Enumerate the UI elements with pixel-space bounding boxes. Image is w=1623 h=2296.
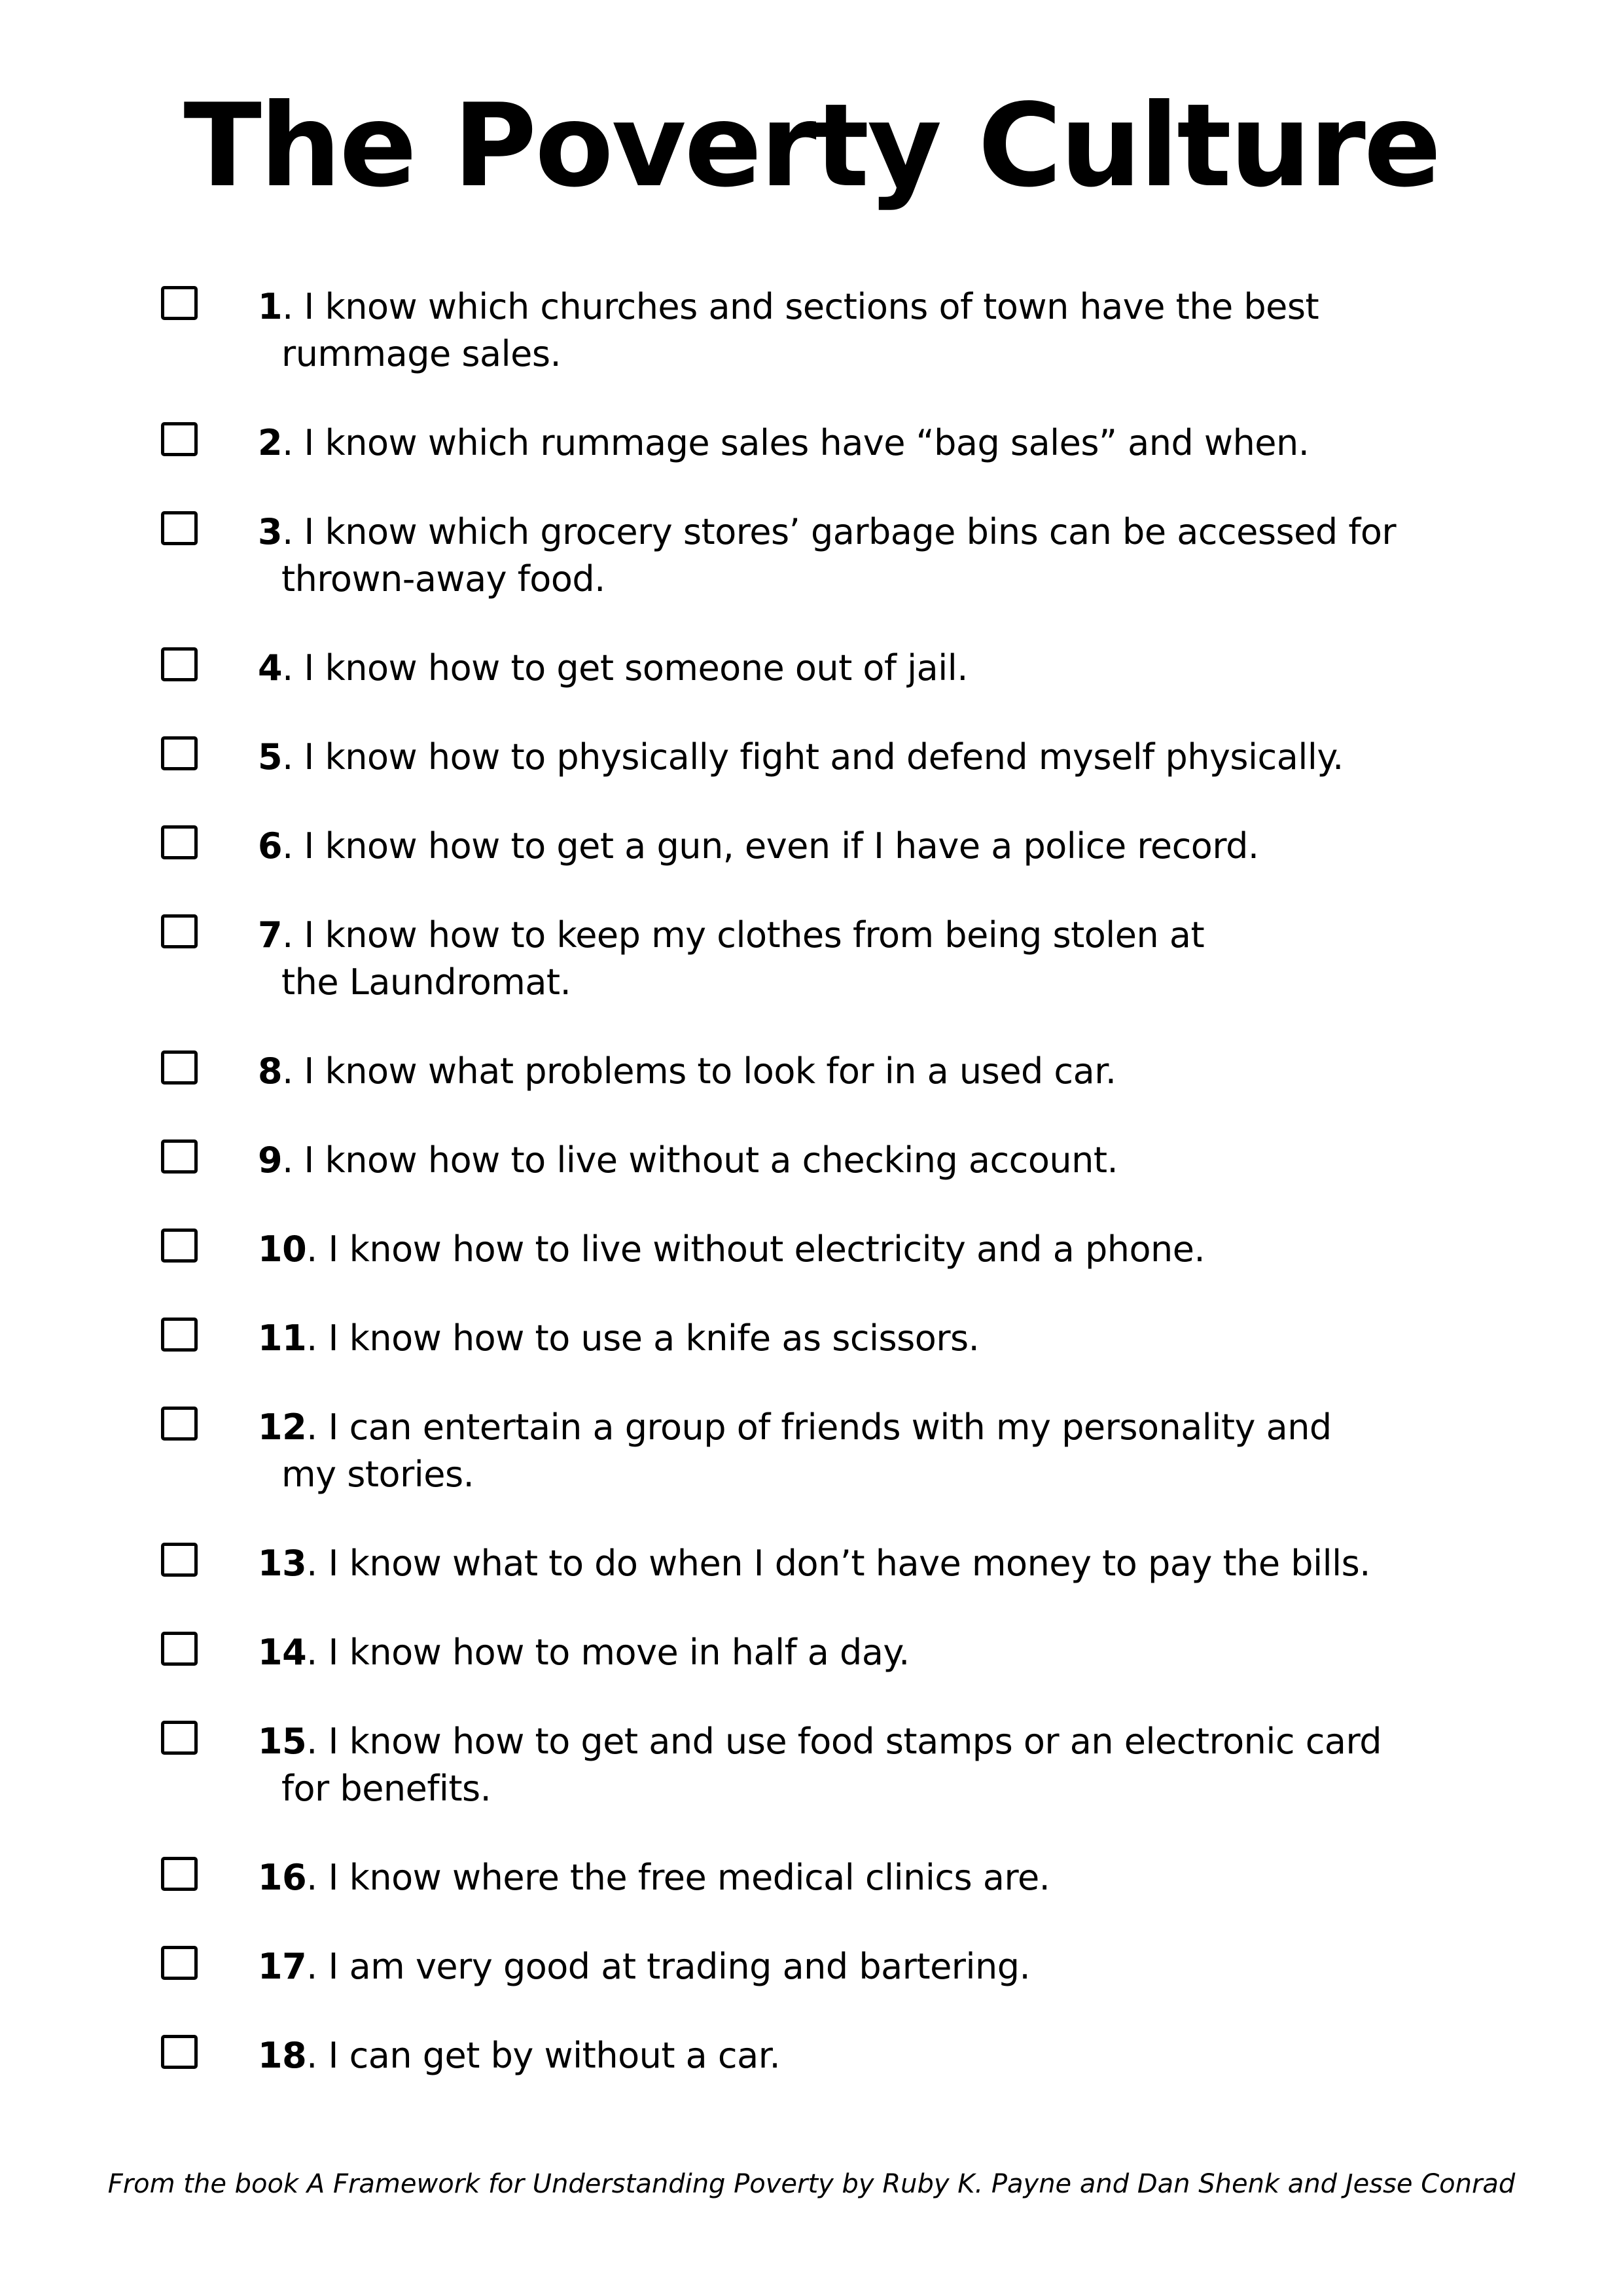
checklist-item-6 — [161, 823, 1505, 870]
item-text — [258, 1629, 1505, 1676]
checkbox[interactable] — [161, 511, 198, 545]
item-separator: . — [282, 285, 304, 327]
item-text — [258, 1943, 1505, 1990]
checkbox[interactable] — [161, 914, 198, 948]
item-line1: I know how to get someone out of jail. — [304, 647, 968, 689]
item-separator: . — [306, 1945, 329, 1987]
item-line1: I know how to use a knife as scissors. — [328, 1317, 980, 1359]
item-separator: . — [282, 825, 304, 867]
checklist-item-15 — [161, 1718, 1505, 1812]
checklist-item-16 — [161, 1854, 1505, 1901]
checklist-item-10 — [161, 1226, 1505, 1273]
item-line1: I know how to keep my clothes from being stolen at — [304, 914, 1205, 956]
item-number: 3 — [258, 511, 283, 552]
item-separator: . — [306, 1228, 329, 1270]
item-text — [258, 823, 1505, 870]
item-number: 2 — [258, 422, 283, 463]
page-title: The Poverty Culture — [183, 80, 1440, 213]
item-text — [258, 420, 1505, 467]
item-separator: . — [282, 511, 304, 552]
item-text — [258, 1137, 1505, 1184]
item-separator: . — [282, 422, 304, 463]
item-text — [258, 1540, 1505, 1587]
item-number: 13 — [258, 1542, 307, 1584]
item-line1: I am very good at trading and bartering. — [328, 1945, 1031, 1987]
item-line1: I know how to live without a checking account. — [304, 1139, 1118, 1181]
item-separator: . — [306, 2034, 329, 2076]
item-number: 14 — [258, 1631, 307, 1673]
item-text — [258, 1048, 1505, 1095]
item-line1: I know how to physically fight and defend myself physically. — [304, 736, 1344, 778]
checkbox[interactable] — [161, 422, 198, 456]
item-separator: . — [282, 914, 304, 956]
item-number: 9 — [258, 1139, 283, 1181]
item-number: 11 — [258, 1317, 307, 1359]
item-line1: I know how to get and use food stamps or an electronic card — [328, 1720, 1382, 1762]
item-line1: I know which grocery stores’ garbage bins can be accessed for — [304, 511, 1397, 552]
checkbox[interactable] — [161, 1139, 198, 1174]
checklist-item-3 — [161, 509, 1505, 603]
item-line1: I know how to get a gun, even if I have a police record. — [304, 825, 1259, 867]
item-text — [258, 2032, 1505, 2079]
checkbox[interactable] — [161, 736, 198, 770]
item-separator: . — [282, 1050, 304, 1092]
item-line1: I can entertain a group of friends with my personality and — [328, 1406, 1332, 1448]
item-separator: . — [306, 1856, 329, 1898]
item-text — [258, 1854, 1505, 1901]
item-number: 1 — [258, 285, 283, 327]
item-line1: I know which rummage sales have “bag sales” and when. — [304, 422, 1310, 463]
checklist — [161, 283, 1505, 2079]
checklist-item-18 — [161, 2032, 1505, 2079]
item-line1: I can get by without a car. — [328, 2034, 781, 2076]
item-number: 17 — [258, 1945, 307, 1987]
item-number: 7 — [258, 914, 283, 956]
item-line2: for benefits. — [281, 1767, 491, 1809]
checklist-item-14 — [161, 1629, 1505, 1676]
checkbox[interactable] — [161, 1050, 198, 1085]
checklist-item-5 — [161, 734, 1505, 781]
item-text — [258, 1226, 1505, 1273]
item-text — [258, 1315, 1505, 1362]
item-separator: . — [282, 736, 304, 778]
checkbox[interactable] — [161, 1632, 198, 1666]
item-separator: . — [306, 1631, 329, 1673]
item-separator: . — [306, 1317, 329, 1359]
checkbox[interactable] — [161, 1857, 198, 1891]
checklist-item-2 — [161, 420, 1505, 467]
checklist-item-1 — [161, 283, 1505, 378]
item-number: 8 — [258, 1050, 283, 1092]
item-line1: I know what problems to look for in a used car. — [304, 1050, 1116, 1092]
item-line1: I know where the free medical clinics are. — [328, 1856, 1050, 1898]
checkbox[interactable] — [161, 1543, 198, 1577]
item-separator: . — [306, 1406, 329, 1448]
item-line1: I know how to live without electricity and a phone. — [328, 1228, 1205, 1270]
item-line1: I know what to do when I don’t have money to pay the bills. — [328, 1542, 1370, 1584]
checkbox[interactable] — [161, 286, 198, 320]
item-line1: I know how to move in half a day. — [328, 1631, 910, 1673]
checkbox[interactable] — [161, 825, 198, 859]
checkbox[interactable] — [161, 1318, 198, 1352]
checkbox[interactable] — [161, 1407, 198, 1441]
item-number: 5 — [258, 736, 283, 778]
item-separator: . — [282, 1139, 304, 1181]
item-separator: . — [306, 1720, 329, 1762]
item-line2: my stories. — [281, 1453, 474, 1495]
checklist-item-7 — [161, 912, 1505, 1006]
item-text — [258, 912, 1505, 1006]
item-text — [258, 1404, 1505, 1498]
item-line1: I know which churches and sections of town have the best — [304, 285, 1319, 327]
checklist-item-12 — [161, 1404, 1505, 1498]
checklist-item-9 — [161, 1137, 1505, 1184]
item-number: 15 — [258, 1720, 307, 1762]
checklist-item-4 — [161, 645, 1505, 692]
item-number: 12 — [258, 1406, 307, 1448]
item-separator: . — [282, 647, 304, 689]
item-separator: . — [306, 1542, 329, 1584]
checkbox[interactable] — [161, 1721, 198, 1755]
checklist-item-13 — [161, 1540, 1505, 1587]
checkbox[interactable] — [161, 2035, 198, 2069]
item-text — [258, 509, 1505, 603]
item-number: 16 — [258, 1856, 307, 1898]
item-line2: the Laundromat. — [281, 961, 571, 1003]
checkbox[interactable] — [161, 1946, 198, 1980]
item-line2: thrown-away food. — [281, 558, 605, 600]
attribution-footer: From the book A Framework for Understanding Poverty by Ruby K. Payne and Dan Shenk and Jesse Conrad — [107, 2168, 1516, 2199]
item-number: 4 — [258, 647, 283, 689]
checklist-item-11 — [161, 1315, 1505, 1362]
item-number: 6 — [258, 825, 283, 867]
checklist-item-8 — [161, 1048, 1505, 1095]
checklist-item-17 — [161, 1943, 1505, 1990]
item-text — [258, 734, 1505, 781]
checkbox[interactable] — [161, 1229, 198, 1263]
item-number: 18 — [258, 2034, 307, 2076]
item-text — [258, 283, 1505, 378]
item-text — [258, 1718, 1505, 1812]
item-line2: rummage sales. — [281, 332, 562, 374]
item-text — [258, 645, 1505, 692]
checkbox[interactable] — [161, 647, 198, 681]
item-number: 10 — [258, 1228, 307, 1270]
